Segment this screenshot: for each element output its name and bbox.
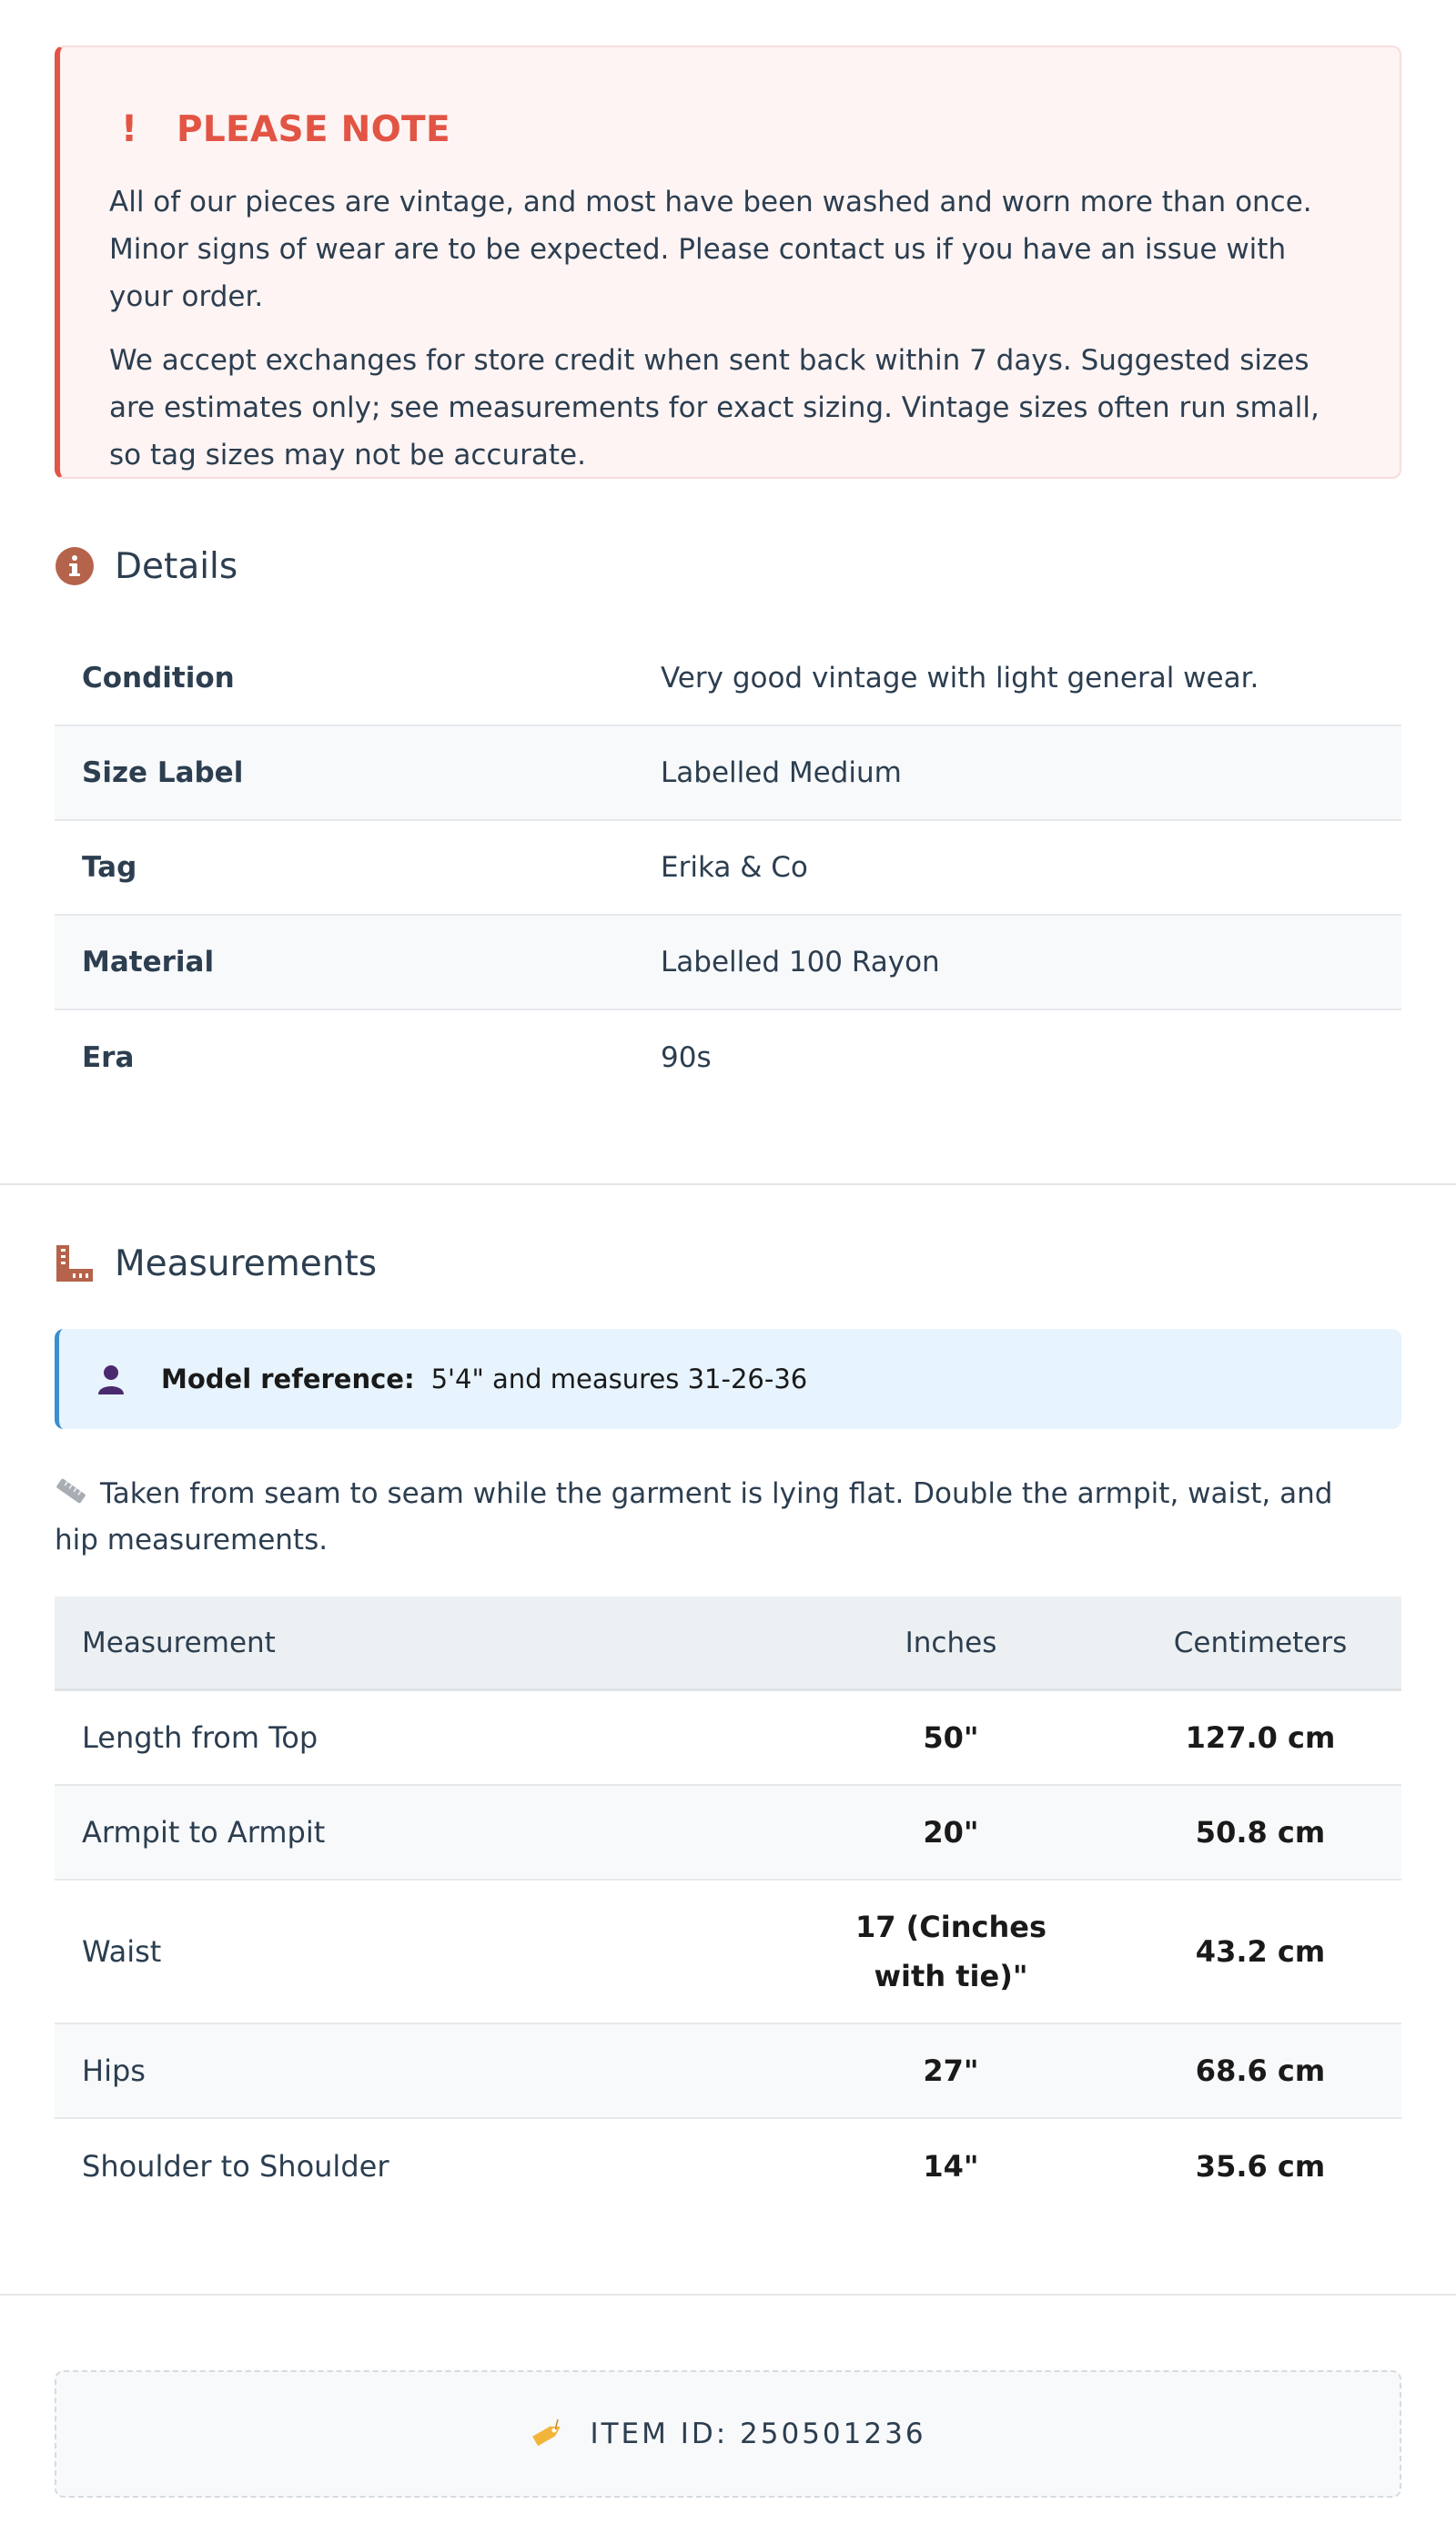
details-row-size-label: [55, 726, 1401, 821]
tag-icon: [530, 2419, 566, 2449]
details-label: Material: [82, 946, 215, 978]
measurements-title: Measurements: [115, 1242, 378, 1284]
details-title: Details: [115, 545, 238, 587]
notice-paragraph-2: We accept exchanges for store credit when sent back within 7 days. Suggested sizes are estimates only; see measurements for exact sizing. Vintage sizes often run small, so tag sizes may not be accurate.: [109, 344, 1320, 471]
table-row: [55, 1691, 1401, 1786]
item-id-label: ITEM ID: 250501236: [590, 2418, 926, 2450]
column-header-inches: Inches: [905, 1626, 997, 1659]
details-label: Condition: [82, 662, 235, 695]
measurement-inches: 20": [923, 1815, 979, 1850]
details-value: Labelled 100 Rayon: [661, 946, 940, 978]
measurement-cm: 35.6 cm: [1195, 2149, 1326, 2184]
measurement-cm: 43.2 cm: [1195, 1934, 1326, 1969]
measurements-table-body: [55, 1691, 1401, 2214]
table-row: [55, 2119, 1401, 2214]
measurement-note: [55, 1471, 1347, 1564]
measurement-name: Waist: [82, 1934, 162, 1969]
details-row-tag: [55, 821, 1401, 916]
measurement-name: Shoulder to Shoulder: [82, 2149, 389, 2184]
details-label: Era: [82, 1041, 135, 1074]
table-row: [55, 1881, 1401, 2024]
measurement-cm: 50.8 cm: [1195, 1815, 1326, 1850]
measurement-name: Hips: [82, 2053, 146, 2088]
measurement-inches: 27": [923, 2053, 979, 2088]
exclamation-icon: !: [120, 108, 138, 150]
info-circle-icon: [55, 546, 95, 586]
model-reference-label: Model reference:: [161, 1364, 415, 1394]
person-icon: [96, 1364, 126, 1394]
details-row-era: [55, 1010, 1401, 1105]
column-header-centimeters: Centimeters: [1173, 1626, 1348, 1659]
details-row-condition: [55, 632, 1401, 726]
ruler-small-icon: [55, 1477, 87, 1505]
measurements-table-header: [55, 1597, 1401, 1691]
measurement-name: Length from Top: [82, 1720, 318, 1755]
measurement-inches: 17 (Cinches with tie)": [854, 1910, 1047, 1993]
table-row: [55, 2024, 1401, 2119]
measurement-inches: 50": [923, 1720, 979, 1755]
details-section-header: [55, 539, 238, 593]
model-reference-box: [55, 1329, 1401, 1429]
ruler-icon: [55, 1243, 95, 1283]
details-value: Very good vintage with light general wear.: [661, 662, 1259, 695]
measurement-cm: 68.6 cm: [1195, 2053, 1326, 2088]
measurements-section-header: [55, 1236, 377, 1291]
details-value: 90s: [661, 1041, 712, 1074]
measurement-name: Armpit to Armpit: [82, 1815, 326, 1850]
details-label: Size Label: [82, 756, 244, 789]
details-value: Erika & Co: [661, 851, 808, 884]
details-table: [55, 632, 1401, 1105]
please-note-notice: [55, 46, 1401, 479]
notice-header: [109, 106, 1352, 153]
item-id-box: [55, 2370, 1401, 2498]
measurements-table: [55, 1597, 1401, 2214]
details-value: Labelled Medium: [661, 756, 902, 789]
measurement-note-text: Taken from seam to seam while the garment is lying flat. Double the armpit, waist, and hip measurements.: [55, 1477, 1333, 1556]
notice-title: PLEASE NOTE: [177, 108, 450, 150]
table-row: [55, 1786, 1401, 1881]
section-divider: [0, 2294, 1456, 2296]
notice-paragraph-1: All of our pieces are vintage, and most have been washed and worn more than once. Minor signs of wear are to be expected. Please contact us if you have an issue with your order.: [109, 186, 1312, 313]
column-header-measurement: Measurement: [82, 1626, 276, 1659]
details-row-material: [55, 916, 1401, 1010]
measurement-inches: 14": [923, 2149, 979, 2184]
section-divider: [0, 1183, 1456, 1185]
model-reference-value: 5'4" and measures 31-26-36: [430, 1364, 808, 1394]
details-label: Tag: [82, 851, 137, 884]
measurement-cm: 127.0 cm: [1185, 1720, 1336, 1755]
